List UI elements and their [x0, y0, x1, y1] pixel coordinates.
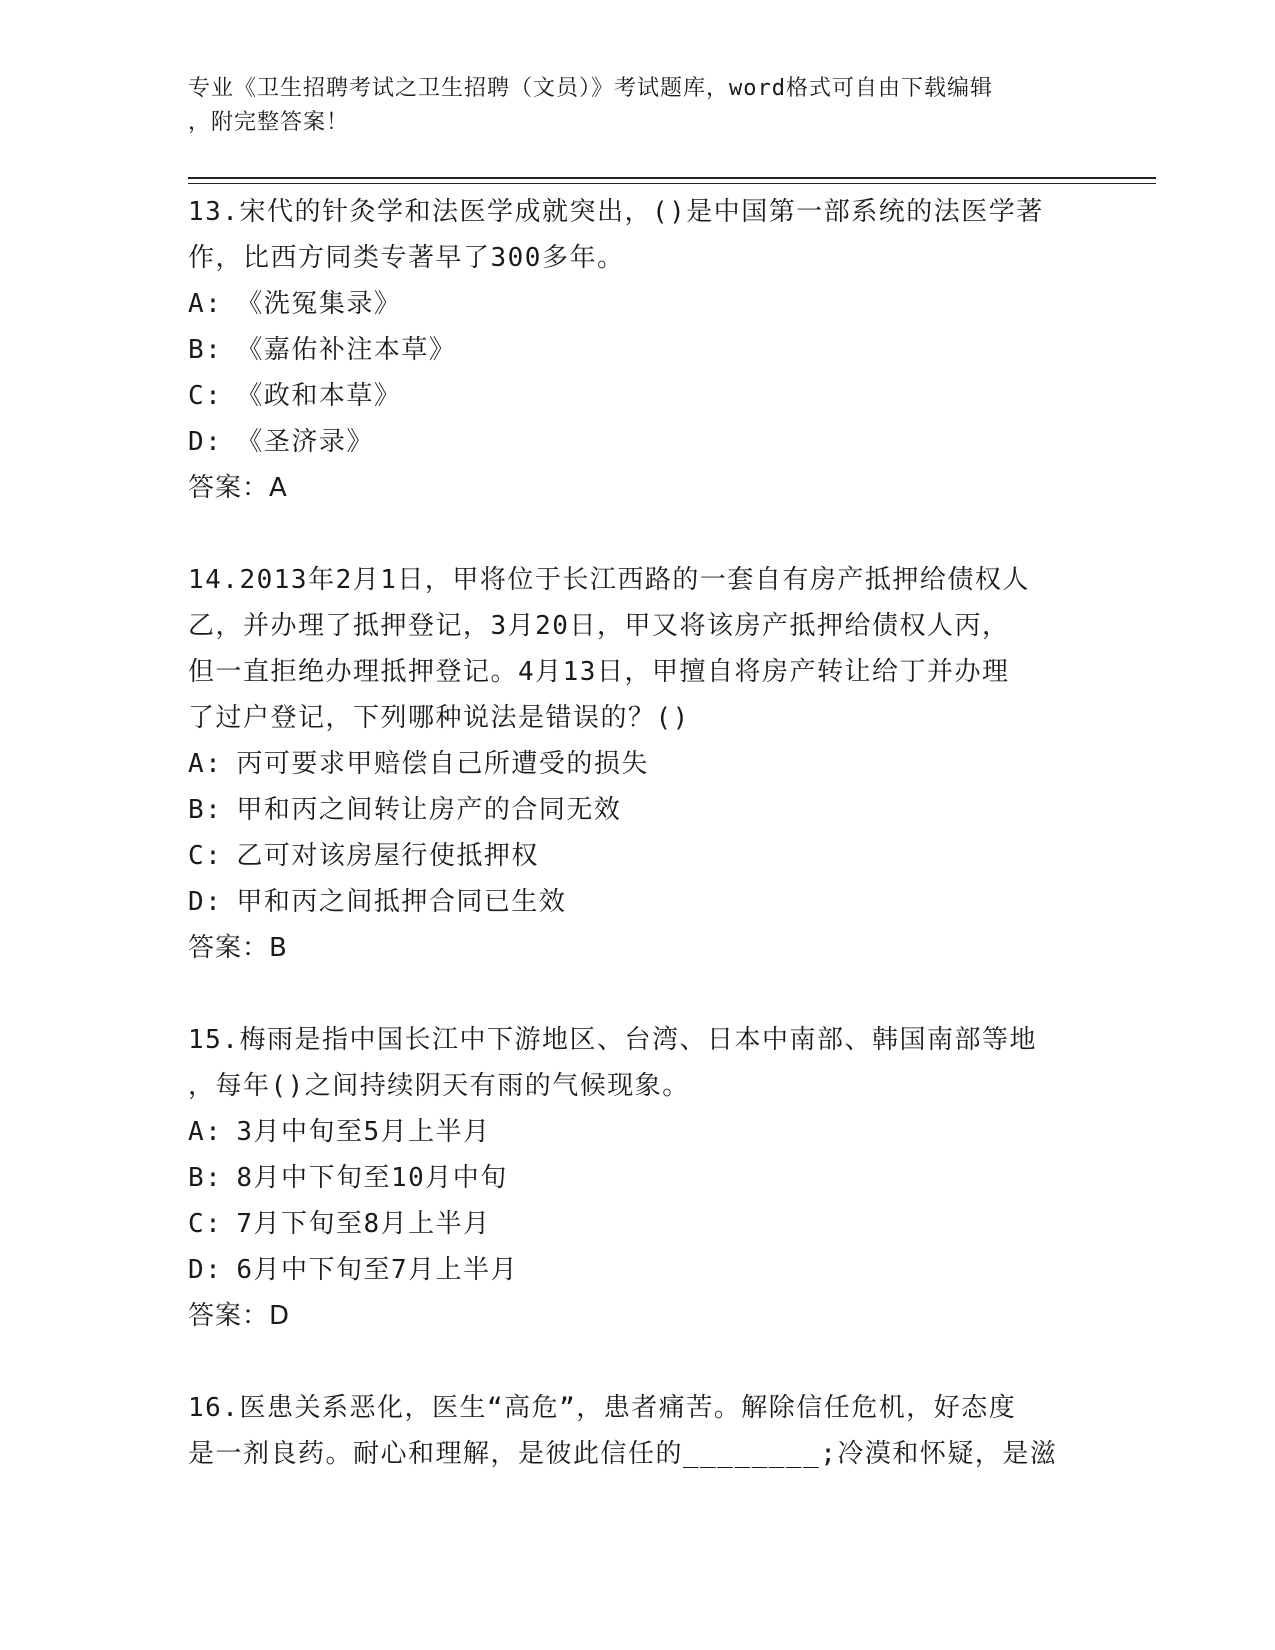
option-text: 《嘉佑补注本草》	[236, 335, 457, 365]
answer-line: 答案：B	[188, 933, 288, 963]
question-spacer	[188, 1339, 1088, 1385]
option-text: 乙可对该房屋行使抵押权	[236, 841, 539, 871]
option-key: D:	[188, 427, 223, 457]
stem-line: 乙，并办理了抵押登记，3月20日，甲又将该房产抵押给债权人丙，	[188, 611, 1010, 641]
question-stem	[188, 189, 1088, 281]
answer-line: 答案：A	[188, 473, 288, 503]
option-key: C:	[188, 1209, 223, 1239]
option-text: 6月中下旬至7月上半月	[236, 1255, 519, 1285]
question-16	[188, 1385, 1088, 1477]
question-list	[188, 189, 1088, 1477]
option-text: 甲和丙之间转让房产的合同无效	[236, 795, 622, 825]
question-stem	[188, 1017, 1088, 1109]
option-key: A:	[188, 1117, 223, 1147]
question-13	[188, 189, 1088, 511]
question-15	[188, 1017, 1088, 1339]
header-line-1: 专业《卫生招聘考试之卫生招聘（文员）》考试题库，word格式可自由下载编辑	[188, 76, 993, 101]
stem-line: 但一直拒绝办理抵押登记。4月13日，甲擅自将房产转让给丁并办理	[188, 657, 1010, 687]
option-d	[188, 419, 1088, 465]
stem-line: 13.宋代的针灸学和法医学成就突出，()是中国第一部系统的法医学著	[188, 197, 1044, 227]
option-text: 8月中下旬至10月中旬	[236, 1163, 508, 1193]
option-d	[188, 1247, 1088, 1293]
option-key: B:	[188, 335, 223, 365]
answer-line: 答案：D	[188, 1301, 291, 1331]
option-text: 3月中旬至5月上半月	[236, 1117, 491, 1147]
option-a	[188, 1109, 1088, 1155]
stem-line: 是一剂良药。耐心和理解，是彼此信任的________;冷漠和怀疑，是滋	[188, 1439, 1058, 1469]
option-text: 《洗冤集录》	[236, 289, 402, 319]
option-c	[188, 833, 1088, 879]
option-key: A:	[188, 289, 223, 319]
document-header	[188, 72, 1068, 140]
option-key: C:	[188, 841, 223, 871]
header-divider-thin	[188, 183, 1156, 184]
option-c	[188, 373, 1088, 419]
stem-line: ，每年()之间持续阴天有雨的气候现象。	[188, 1071, 690, 1101]
stem-line: 作，比西方同类专著早了300多年。	[188, 243, 625, 273]
option-b	[188, 787, 1088, 833]
question-14	[188, 557, 1088, 971]
stem-line: 了过户登记，下列哪种说法是错误的？()	[188, 703, 690, 733]
option-text: 丙可要求甲赔偿自己所遭受的损失	[236, 749, 649, 779]
header-divider-thick	[188, 177, 1156, 179]
option-a	[188, 741, 1088, 787]
option-b	[188, 327, 1088, 373]
stem-line: 16.医患关系恶化，医生“高危”，患者痛苦。解除信任危机，好态度	[188, 1393, 1017, 1423]
option-key: C:	[188, 381, 223, 411]
option-text: 甲和丙之间抵押合同已生效	[236, 887, 567, 917]
option-key: B:	[188, 795, 223, 825]
option-key: A:	[188, 749, 223, 779]
question-stem	[188, 1385, 1088, 1477]
option-a	[188, 281, 1088, 327]
option-key: D:	[188, 887, 223, 917]
option-b	[188, 1155, 1088, 1201]
option-text: 7月下旬至8月上半月	[236, 1209, 491, 1239]
stem-line: 15.梅雨是指中国长江中下游地区、台湾、日本中南部、韩国南部等地	[188, 1025, 1037, 1055]
stem-line: 14.2013年2月1日，甲将位于长江西路的一套自有房产抵押给债权人	[188, 565, 1030, 595]
question-spacer	[188, 971, 1088, 1017]
question-stem	[188, 557, 1088, 741]
option-d	[188, 879, 1088, 925]
option-text: 《政和本草》	[236, 381, 402, 411]
option-key: B:	[188, 1163, 223, 1193]
option-key: D:	[188, 1255, 223, 1285]
question-spacer	[188, 511, 1088, 557]
option-text: 《圣济录》	[236, 427, 374, 457]
header-line-2: ，附完整答案！	[188, 110, 350, 135]
option-c	[188, 1201, 1088, 1247]
